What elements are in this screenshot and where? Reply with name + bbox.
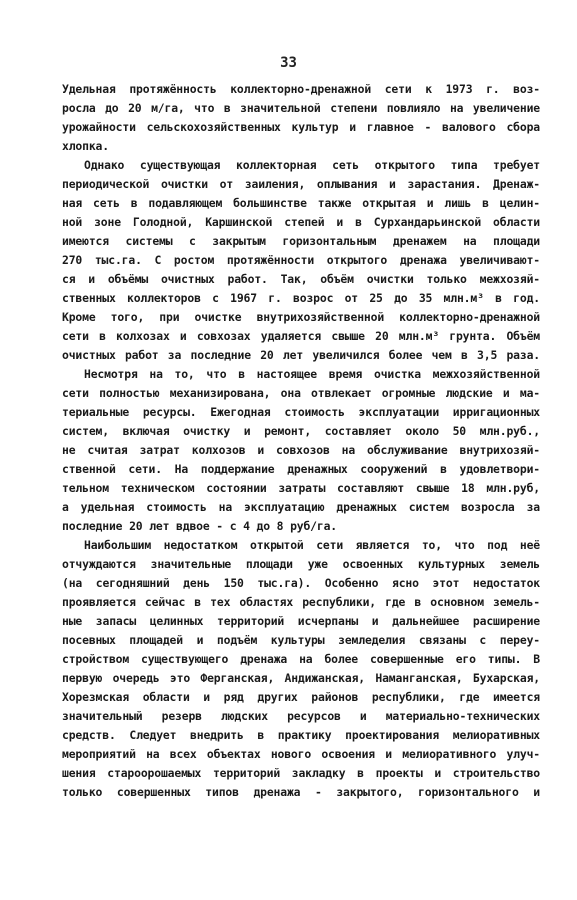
- text-line: имеются системы с закрытым горизонтальным дренажем на площади: [62, 234, 540, 248]
- text-line: систем, включая очистку и ремонт, составляет около 50 млн.руб.,: [62, 424, 540, 438]
- paragraph-start-line: Несмотря на то, что в настоящее время очистка межхозяйственной: [84, 367, 540, 381]
- text-line: стройством существующего дренажа на более совершенные его типы. В: [62, 652, 540, 666]
- text-line: а удельная стоимость на эксплуатацию дренажных систем возросла за: [62, 500, 540, 514]
- text-line: мероприятий на всех объектах нового освоения и мелиоративного улуч-: [62, 747, 540, 761]
- text-line: первую очередь это Ферганская, Андижанская, Наманганская, Бухарская,: [62, 671, 540, 685]
- paragraph-start-line: Однако существующая коллекторная сеть открытого типа требует: [84, 158, 540, 172]
- text-line: ные запасы целинных территорий исчерпаны и дальнейшее расширение: [62, 614, 540, 628]
- text-line: сети в колхозах и совхозах удаляется свыше 20 млн.м³ грунта. Объём: [62, 329, 540, 343]
- text-line: очистных работ за последние 20 лет увеличился более чем в 3,5 раза.: [62, 348, 540, 362]
- text-line: ся и объёмы очистных работ. Так, объём очистки только межхозяй-: [62, 272, 540, 286]
- text-line: проявляется сейчас в тех областях республики, где в основном земель-: [62, 595, 540, 609]
- text-line: ственных коллекторов с 1967 г. возрос от 25 до 35 млн.м³ в год.: [62, 291, 540, 305]
- text-line: периодической очистки от заиления, оплывания и зарастания. Дренаж-: [62, 177, 540, 191]
- text-line: значительный резерв людских ресурсов и материально-технических: [62, 709, 540, 723]
- text-line: урожайности сельскохозяйственных культур и главное - валового сбора: [62, 120, 540, 134]
- text-line: тельном техническом состоянии затраты составляют свыше 18 млн.руб,: [62, 481, 540, 495]
- text-line: Хорезмская области и ряд других районов республики, где имеется: [62, 690, 540, 704]
- text-line: ной зоне Голодной, Каршинской степей и в Сурхандарьинской области: [62, 215, 540, 229]
- text-line: росла до 20 м/га, что в значительной степени повлияло на увеличение: [62, 101, 540, 115]
- paragraph-start-line: Наибольшим недостатком открытой сети является то, что под неё: [84, 538, 540, 552]
- text-line: ственной сети. На поддержание дренажных сооружений в удовлетвори-: [62, 462, 540, 476]
- text-line: только совершенных типов дренажа - закрытого, горизонтального и: [62, 785, 540, 799]
- text-line: отчуждаются значительные площади уже освоенных культурных земель: [62, 557, 540, 571]
- text-line: сети полностью механизирована, она отвлекает огромные людские и ма-: [62, 386, 540, 400]
- text-line: последние 20 лет вдвое - с 4 до 8 руб/га.: [62, 519, 338, 533]
- text-line: шения староорошаемых территорий закладку в проекты и строительство: [62, 766, 540, 780]
- body-text: [62, 80, 540, 802]
- text-line: (на сегодняшний день 150 тыс.га). Особенно ясно этот недостаток: [62, 576, 540, 590]
- text-line: териальные ресурсы. Ежегодная стоимость эксплуатации ирригационных: [62, 405, 540, 419]
- text-line: 270 тыс.га. С ростом протяжённости открытого дренажа увеличивают-: [62, 253, 540, 267]
- text-line: средств. Следует внедрить в практику проектирования мелиоративных: [62, 728, 540, 742]
- text-line: Кроме того, при очистке внутрихозяйственной коллекторно-дренажной: [62, 310, 540, 324]
- page-number: 33: [280, 55, 297, 71]
- text-line: Удельная протяжённость коллекторно-дренажной сети к 1973 г. воз-: [62, 82, 540, 96]
- text-line: хлопка.: [62, 139, 109, 153]
- text-line: ная сеть в подавляющем большинстве также открытая и лишь в целин-: [62, 196, 540, 210]
- text-line: посевных площадей и подъём культуры земледелия связаны с переу-: [62, 633, 540, 647]
- text-line: не считая затрат колхозов и совхозов на обслуживание внутрихозяй-: [62, 443, 540, 457]
